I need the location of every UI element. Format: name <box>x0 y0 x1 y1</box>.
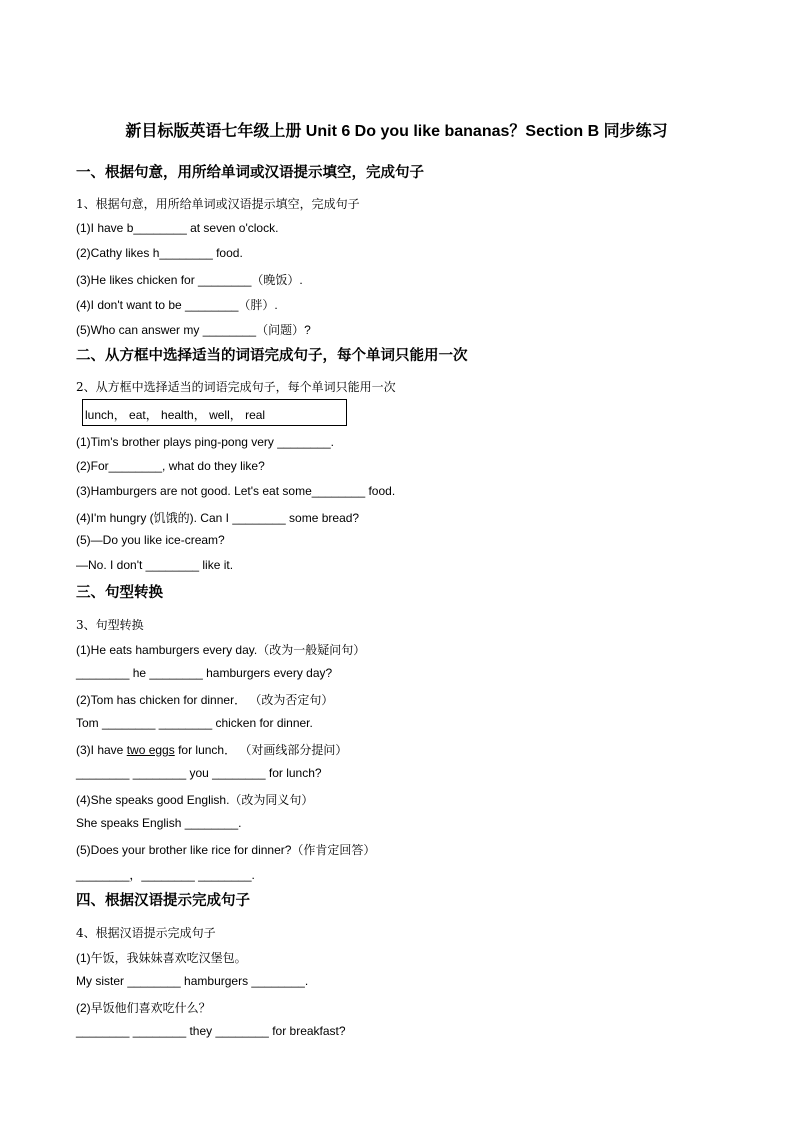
section-4-heading: 四、根据汉语提示完成句子 <box>76 893 250 909</box>
question-line: Tom ________ ________ chicken for dinner. <box>76 716 313 730</box>
question-line: (1)I have b________ at seven o'clock. <box>76 221 279 235</box>
section-1-heading: 一、根据句意，用所给单词或汉语提示填空，完成句子 <box>76 165 424 181</box>
question-line-underlined <box>76 741 347 758</box>
question-line: ________ ________ they ________ for breakfast? <box>76 1024 346 1038</box>
question-line: (2)Tom has chicken for dinner． （改为否定句） <box>76 693 334 707</box>
underline-prefix: (3)I have <box>76 743 127 757</box>
word-bank-words: lunch， eat， health， well， real <box>85 408 266 422</box>
question-line: ________ he ________ hamburgers every day? <box>76 666 333 680</box>
section-3-intro: 3、句型转换 <box>76 618 144 632</box>
question-line: (2)For________, what do they like? <box>76 459 265 473</box>
question-line: ________ ________ you ________ for lunch? <box>76 766 322 780</box>
question-line: (4)She speaks good English.（改为同义句） <box>76 793 314 807</box>
question-line: (4)I'm hungry (饥饿的). Can I ________ some bread? <box>76 511 360 525</box>
question-line: ________，________ ________. <box>76 868 255 882</box>
underlined-phrase: two eggs <box>126 743 175 757</box>
question-line: (3)He likes chicken for ________（晚饭）. <box>76 273 303 287</box>
question-line: (3)Hamburgers are not good. Let's eat some________ food. <box>76 484 396 498</box>
question-line: (1)He eats hamburgers every day.（改为一般疑问句） <box>76 643 366 657</box>
question-line: My sister ________ hamburgers ________. <box>76 974 309 988</box>
question-line: (4)I don't want to be ________（胖）. <box>76 298 278 312</box>
section-1-intro: 1、根据句意，用所给单词或汉语提示填空，完成句子 <box>76 197 360 211</box>
section-3-heading: 三、句型转换 <box>76 585 163 601</box>
question-line: (2)Cathy likes h________ food. <box>76 246 243 260</box>
question-line: (5)Who can answer my ________（问题）? <box>76 323 311 337</box>
section-4-intro: 4、根据汉语提示完成句子 <box>76 926 216 940</box>
section-2-intro: 2、从方框中选择适当的词语完成句子，每个单词只能用一次 <box>76 380 396 394</box>
question-line: (5)—Do you like ice-cream? <box>76 533 225 547</box>
question-line: (2)早饭他们喜欢吃什么？ <box>76 1001 211 1015</box>
page-title: 新目标版英语七年级上册 Unit 6 Do you like bananas？Section B 同步练习 <box>125 123 668 140</box>
question-line: (1)午饭，我妹妹喜欢吃汉堡包。 <box>76 951 247 965</box>
word-bank-box <box>82 399 347 426</box>
question-line: She speaks English ________. <box>76 816 242 830</box>
question-line: (5)Does your brother like rice for dinner?（作肯定回答） <box>76 843 376 857</box>
question-line: —No. I don't ________ like it. <box>76 558 234 572</box>
section-2-heading: 二、从方框中选择适当的词语完成句子，每个单词只能用一次 <box>76 348 468 364</box>
underline-suffix: for lunch． （对画线部分提问） <box>174 743 348 757</box>
question-line: (1)Tim's brother plays ping-pong very ________. <box>76 435 334 449</box>
